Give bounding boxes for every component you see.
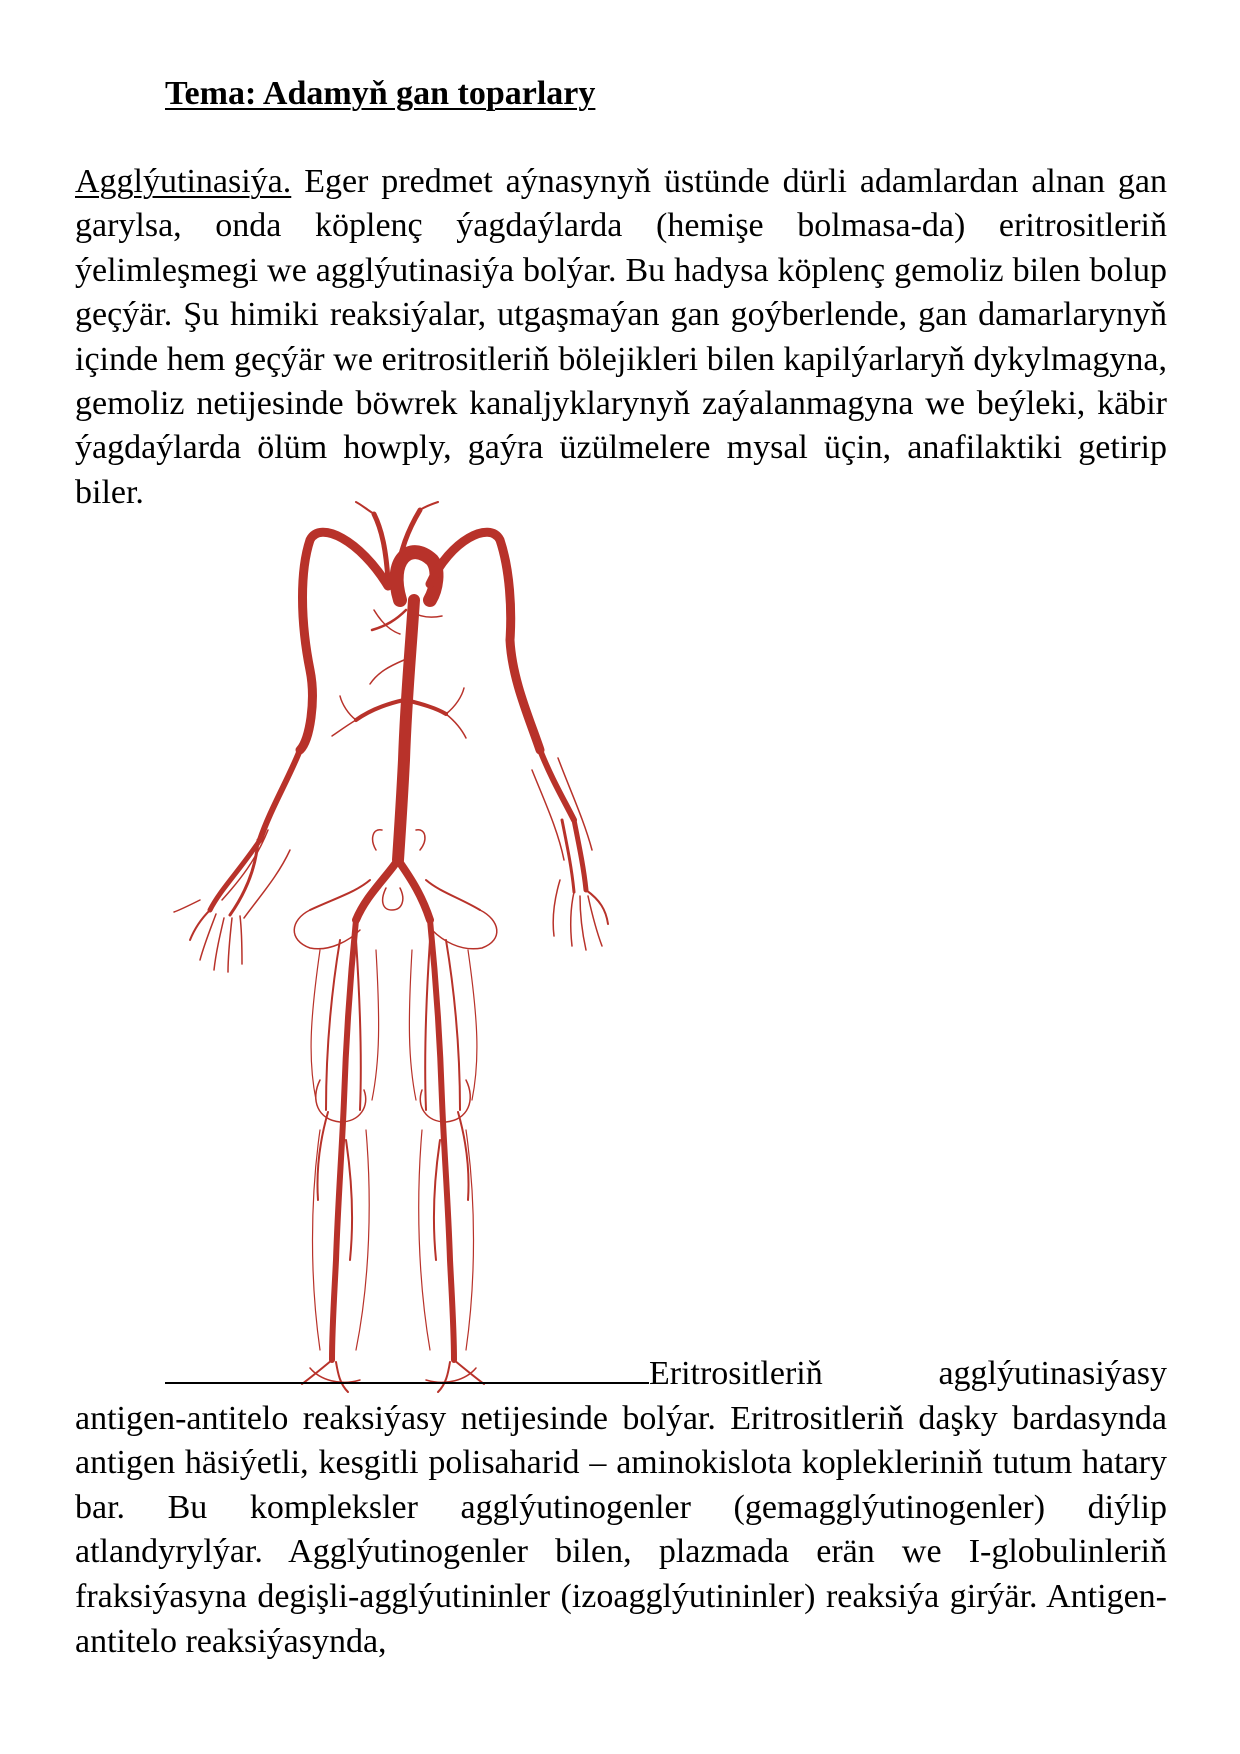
intro-paragraph [75, 160, 1167, 515]
term-agglutination: Agglýutinasiýa. [75, 163, 292, 200]
page-title: Tema: Adamyň gan toparlary [165, 75, 596, 112]
intro-paragraph-text: Eger predmet aýnasynyň üstünde dürli adamlardan alnan gan garylsa, onda köplenç ýagdaýlarda (hemişe bolmasa-da) eritrositleriň ýelimleşmegi we agglýutinasiýa bolýar. Bu hadysa köplenç gemoliz bilen bolup geçýär. Şu himiki reaksiýalar, utgaşmaýan gan goýberlende, gan damarlarynyň içinde hem geçýär we eritrositleriň bölejikleri bilen kapilýarlaryň dykylmagyna, gemoliz netijesinde böwrek kanaljyklarynyň zaýalanmagyna we beýleki, käbir ýagdaýlarda ölüm howply, gaýra üzülmelere mysal üçin, anafilaktiki getirip biler. [75, 163, 1167, 511]
main-paragraph [75, 1352, 1167, 1664]
arterial-system-figure [160, 500, 680, 1398]
fill-in-blank-line [165, 1352, 649, 1384]
arterial-system-illustration-icon [160, 500, 680, 1398]
main-paragraph-text: Eritrositleriň agglýutinasiýasy antigen-antitelo reaksiýasy netijesinde bolýar. Eritrositleriň daşky bardasynda antigen häsiýetli, kesgitli polisaharid – aminokislota koplekleriniň tutum hatary bar. Bu kompleksler agglýutinogenler (gemagglýutinogenler) diýlip atlandyrylýar. Agglýutinogenler bilen, plazmada erän we I-globulinleriň fraksiýasyna degişli-agglýutininler (izoagglýutininler) reaksiýa girýär. Antigen-antitelo reaksiýasynda, [75, 1355, 1167, 1660]
